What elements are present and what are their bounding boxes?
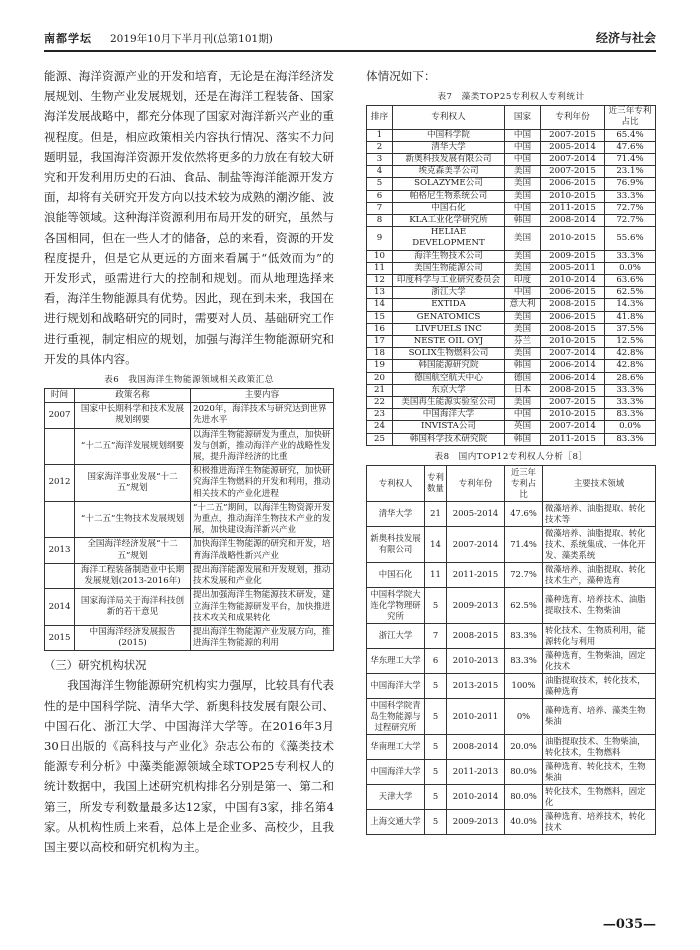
table-cell-pct: 63.6% bbox=[605, 275, 656, 287]
table-cell-years: 2011-2013 bbox=[447, 759, 505, 784]
table-cell-years: 2007-2014 bbox=[541, 154, 605, 166]
table-row bbox=[367, 421, 656, 433]
table-cell-pct: 20.0% bbox=[505, 734, 543, 759]
table-cell-owner: EXTIDA bbox=[393, 299, 505, 311]
table-cell-year: 2012 bbox=[45, 465, 75, 502]
table-cell-years: 2010-2014 bbox=[447, 784, 505, 809]
table-cell-years: 2008-2014 bbox=[541, 215, 605, 227]
table-cell-owner: 华南理工大学 bbox=[367, 734, 425, 759]
table-row bbox=[367, 587, 656, 623]
table-cell-country: 美国 bbox=[505, 397, 541, 409]
issue-info: 2019年10月下半月刊(总第101期) bbox=[110, 33, 273, 45]
table-cell-years: 2010-2015 bbox=[541, 190, 605, 202]
table-cell-field: 藻种选育，生物柴油，固定化技术 bbox=[543, 648, 656, 673]
table-row bbox=[45, 465, 334, 502]
table-cell-count: 5 bbox=[425, 587, 447, 623]
table-row bbox=[367, 215, 656, 227]
table8 bbox=[366, 465, 656, 835]
table-cell-pct: 55.6% bbox=[605, 227, 656, 250]
table-cell-country: 韩国 bbox=[505, 360, 541, 372]
table-cell-pct: 83.3% bbox=[605, 409, 656, 421]
table-header-cell: 专利数量 bbox=[425, 465, 447, 501]
table-cell-pct: 33.3% bbox=[605, 250, 656, 262]
table-cell-rank: 15 bbox=[367, 311, 393, 323]
table-row bbox=[367, 262, 656, 274]
table-row bbox=[45, 589, 334, 626]
table-cell-content: 提出海洋生物能源产业发展方向，推进海洋生物能源的利用 bbox=[191, 625, 334, 650]
table-cell-year bbox=[45, 501, 75, 538]
table-cell-name: “十二五”生物技术发展规划 bbox=[75, 501, 191, 538]
table-cell-pct: 14.3% bbox=[605, 299, 656, 311]
table-cell-country: 芬兰 bbox=[505, 336, 541, 348]
table-cell-name: 海洋工程装备制造业中长期发展规划(2013-2016年) bbox=[75, 563, 191, 588]
table-cell-field: 油脂提取技术、生物柴油，转化技术，生物燃料 bbox=[543, 734, 656, 759]
table-cell-rank: 3 bbox=[367, 154, 393, 166]
table-cell-country: 美国 bbox=[505, 262, 541, 274]
table-header-cell: 国家 bbox=[505, 106, 541, 129]
table-cell-years: 2008-2015 bbox=[447, 623, 505, 648]
table-row bbox=[367, 311, 656, 323]
table-cell-years: 2007-2015 bbox=[541, 129, 605, 141]
table-cell-country: 英国 bbox=[505, 421, 541, 433]
table7 bbox=[366, 105, 656, 446]
table-row bbox=[367, 501, 656, 526]
table-cell-owner: 美国再生能源实验室公司 bbox=[393, 397, 505, 409]
table6 bbox=[44, 388, 334, 651]
table-cell-years: 2010-2014 bbox=[541, 275, 605, 287]
table-cell-owner: SOLIX生物燃料公司 bbox=[393, 348, 505, 360]
table-cell-owner: 中国科学院大连化学物理研究所 bbox=[367, 587, 425, 623]
table-cell-rank: 13 bbox=[367, 287, 393, 299]
table-cell-field: 转化技术、生物质利用，能源转化与利用 bbox=[543, 623, 656, 648]
table-row bbox=[367, 759, 656, 784]
table-row bbox=[367, 784, 656, 809]
table-header-cell: 排序 bbox=[367, 106, 393, 129]
table-row bbox=[367, 348, 656, 360]
table-cell-country: 中国 bbox=[505, 129, 541, 141]
table-cell-years: 2010-2015 bbox=[541, 336, 605, 348]
table-cell-pct: 41.8% bbox=[605, 311, 656, 323]
table-row bbox=[367, 275, 656, 287]
table-cell-years: 2011-2015 bbox=[541, 433, 605, 445]
table-row bbox=[367, 166, 656, 178]
table-row bbox=[367, 409, 656, 421]
table-cell-field: 微藻培养、油脂提取、转化技术生产，藻种选育 bbox=[543, 562, 656, 587]
table-row bbox=[367, 323, 656, 335]
table-cell-rank: 24 bbox=[367, 421, 393, 433]
table-cell-pct: 62.5% bbox=[505, 587, 543, 623]
table-cell-pct: 83.3% bbox=[605, 433, 656, 445]
table-cell-owner: LIVFUELS INC bbox=[393, 323, 505, 335]
table-cell-rank: 22 bbox=[367, 397, 393, 409]
table-header-cell: 主要内容 bbox=[191, 389, 334, 403]
table-header-cell: 时间 bbox=[45, 389, 75, 403]
table-row bbox=[45, 625, 334, 650]
body-paragraph-2: 我国海洋生物能源研究机构实力强厚，比较具有代表性的是中国科学院、清华大学、新奥科技发展有限公司、中国石化、浙江大学、中国海洋大学等。在2016年3月30日出版的《高科技与产业化》杂志公布的《藻类技术能源专利分析》中藻类能源领域全球TOP25专利权人的统计数据中，我国上述研究机构排名分别是第一、第二和第三，所发专利数量最多达12家，中国有3家，排名第4家。从机构性质上来看，总体上是企业多、高校少，且我国主要以高校和研究机构为主。 bbox=[44, 678, 334, 854]
table-row bbox=[367, 734, 656, 759]
table-cell-pct: 80.0% bbox=[505, 759, 543, 784]
table-cell-count: 5 bbox=[425, 784, 447, 809]
table-cell-rank: 16 bbox=[367, 323, 393, 335]
table-row bbox=[45, 538, 334, 563]
table-cell-count: 5 bbox=[425, 673, 447, 698]
table-cell-years: 2010-2015 bbox=[541, 409, 605, 421]
table-row bbox=[367, 141, 656, 153]
table-cell-years: 2006-2015 bbox=[541, 311, 605, 323]
table-cell-owner: 中国科学院青岛生物能源与过程研究所 bbox=[367, 698, 425, 734]
table-cell-country: 美国 bbox=[505, 190, 541, 202]
table-header-cell: 政策名称 bbox=[75, 389, 191, 403]
table-row bbox=[45, 501, 334, 538]
table-cell-country: 德国 bbox=[505, 372, 541, 384]
table-cell-owner: 中国海洋大学 bbox=[367, 759, 425, 784]
table-header-cell: 近三年专利占比 bbox=[605, 106, 656, 129]
table-cell-pct: 0.0% bbox=[605, 421, 656, 433]
table-cell-year: 2007 bbox=[45, 403, 75, 428]
table-cell-rank: 4 bbox=[367, 166, 393, 178]
table-cell-country: 中国 bbox=[505, 154, 541, 166]
table-row bbox=[45, 563, 334, 588]
table-cell-years: 2008-2015 bbox=[541, 323, 605, 335]
table-cell-years: 2005-2014 bbox=[541, 141, 605, 153]
table-cell-years: 2010-2015 bbox=[541, 227, 605, 250]
table-cell-pct: 71.4% bbox=[505, 526, 543, 562]
table6-header-row bbox=[45, 389, 334, 403]
table-row bbox=[367, 397, 656, 409]
table-cell-pct: 12.5% bbox=[605, 336, 656, 348]
table-cell-rank: 5 bbox=[367, 178, 393, 190]
table-cell-country: 美国 bbox=[505, 311, 541, 323]
table-row bbox=[367, 372, 656, 384]
table-cell-year: 2013 bbox=[45, 538, 75, 563]
table-row bbox=[367, 809, 656, 834]
table-cell-count: 21 bbox=[425, 501, 447, 526]
left-column bbox=[44, 66, 334, 857]
table-cell-years: 2008-2014 bbox=[447, 734, 505, 759]
table-cell-pct: 40.0% bbox=[505, 809, 543, 834]
table-cell-rank: 7 bbox=[367, 202, 393, 214]
table-cell-owner: 华东理工大学 bbox=[367, 648, 425, 673]
table-cell-owner: GENATOMICS bbox=[393, 311, 505, 323]
table-cell-name: 国家中长期科学和技术发展规划纲要 bbox=[75, 403, 191, 428]
table-cell-owner: 中国石化 bbox=[393, 202, 505, 214]
table-cell-rank: 10 bbox=[367, 250, 393, 262]
table-row bbox=[367, 433, 656, 445]
table-cell-content: 2020年，海洋技术与研究达到世界先进水平 bbox=[191, 403, 334, 428]
table-cell-pct: 71.4% bbox=[605, 154, 656, 166]
table-cell-owner: NESTE OIL OYJ bbox=[393, 336, 505, 348]
header-rule bbox=[44, 50, 656, 52]
table-cell-pct: 100% bbox=[505, 673, 543, 698]
table-cell-rank: 23 bbox=[367, 409, 393, 421]
table-cell-year bbox=[45, 428, 75, 465]
table-cell-owner: 韩国科学技术研究院 bbox=[393, 433, 505, 445]
table-row bbox=[367, 178, 656, 190]
table-cell-field: 藻种选育、培养技术，转化技术 bbox=[543, 809, 656, 834]
table-cell-name: “十二五”海洋发展规划纲要 bbox=[75, 428, 191, 465]
table-cell-years: 2009-2015 bbox=[541, 250, 605, 262]
table-cell-country: 中国 bbox=[505, 409, 541, 421]
running-header bbox=[44, 26, 656, 48]
table-cell-name: 全国海洋经济发展“十二五”规划 bbox=[75, 538, 191, 563]
table-cell-rank: 11 bbox=[367, 262, 393, 274]
table-cell-owner: 美国生物能源公司 bbox=[393, 262, 505, 274]
table-header-cell: 近三年专利占比 bbox=[505, 465, 543, 501]
table-cell-country: 韩国 bbox=[505, 215, 541, 227]
table-row bbox=[367, 384, 656, 396]
table-cell-pct: 0.0% bbox=[605, 262, 656, 274]
table-cell-owner: KLA工业化学研究所 bbox=[393, 215, 505, 227]
table-cell-owner: 帕格尼生物系统公司 bbox=[393, 190, 505, 202]
table-cell-pct: 42.8% bbox=[605, 360, 656, 372]
table6-caption: 表6 我国海洋生物能源领域相关政策汇总 bbox=[104, 375, 274, 386]
table-cell-rank: 8 bbox=[367, 215, 393, 227]
table-cell-years: 2013-2015 bbox=[447, 673, 505, 698]
table-cell-content: 加快海洋生物能源的研究和开发，培育海洋战略性新兴产业 bbox=[191, 538, 334, 563]
page-number: —035— bbox=[602, 917, 656, 932]
table-cell-owner: 天津大学 bbox=[367, 784, 425, 809]
table-cell-years: 2005-2011 bbox=[541, 262, 605, 274]
table-row bbox=[367, 287, 656, 299]
table-cell-pct: 83.3% bbox=[505, 623, 543, 648]
table-header-cell: 主要技术领域 bbox=[543, 465, 656, 501]
table-cell-rank: 2 bbox=[367, 141, 393, 153]
table-cell-pct: 65.4% bbox=[605, 129, 656, 141]
table-cell-country: 印度 bbox=[505, 275, 541, 287]
table-cell-count: 5 bbox=[425, 809, 447, 834]
table-cell-years: 2005-2014 bbox=[447, 501, 505, 526]
table-cell-country: 中国 bbox=[505, 141, 541, 153]
table-cell-owner: 德国航空航天中心 bbox=[393, 372, 505, 384]
table-cell-years: 2011-2015 bbox=[541, 202, 605, 214]
table-cell-field: 藻种选育、转化技术，生物柴油 bbox=[543, 759, 656, 784]
right-intro: 体情况如下： bbox=[366, 69, 436, 83]
section-subheading: （三）研究机构状况 bbox=[44, 658, 147, 673]
table-cell-owner: 新奥科技发展有限公司 bbox=[393, 154, 505, 166]
table-cell-years: 2009-2013 bbox=[447, 587, 505, 623]
table-cell-pct: 80.0% bbox=[505, 784, 543, 809]
table-cell-field: 藻种选育、培养技术、油脂提取技术、生物柴油 bbox=[543, 587, 656, 623]
table-cell-years: 2006-2014 bbox=[541, 372, 605, 384]
table-cell-field: 微藻培养、油脂提取、转化技术、系统集成、一体化开发、藻类系统 bbox=[543, 526, 656, 562]
table-row bbox=[45, 428, 334, 465]
table-cell-pct: 42.8% bbox=[605, 348, 656, 360]
table-row bbox=[367, 648, 656, 673]
table-cell-name: 中国海洋经济发展报告(2015) bbox=[75, 625, 191, 650]
body-paragraph-1: 能源、海洋资源产业的开发和培育，无论是在海洋经济发展规划、生物产业发展规划，还是在海洋工程装备、国家海洋发展战略中，都充分体现了国家对海洋新兴产业的重视程度。但是，相应政策相关内容执行情况、落实不力问题明显，我国海洋资源开发依然将更多的力放在有较大研究和开发利用历史的石油、食品、制盐等海洋能源开发方面，却将有关研究开发方向以技术较为成熟的潮汐能、波浪能等领域。这种海洋资源利用布局开发的研究，虽然与各国相同，但在一些人才的储备，总的来看，资源的开发程度提升，但是它从更远的方面来看属于“低效而为”的开发形式，亟需进行大的控制和规划。而从地理选择来看，海洋生物能源具有优势。因此，现在到未来，我国在进行规划和战略研究的同时，需要对人员、基础研究工作进行重视，制定相应的规划，加强与海洋生物能源研究和开发的具体内容。 bbox=[44, 69, 334, 366]
table-cell-pct: 72.7% bbox=[605, 202, 656, 214]
table-cell-country: 美国 bbox=[505, 166, 541, 178]
table-cell-owner: 清华大学 bbox=[367, 501, 425, 526]
table-cell-rank: 18 bbox=[367, 348, 393, 360]
table-row bbox=[367, 336, 656, 348]
table-cell-pct: 33.3% bbox=[605, 384, 656, 396]
table-cell-count: 5 bbox=[425, 734, 447, 759]
table-row bbox=[367, 299, 656, 311]
table-row bbox=[367, 190, 656, 202]
table-cell-rank: 17 bbox=[367, 336, 393, 348]
table-cell-rank: 9 bbox=[367, 227, 393, 250]
table-cell-country: 美国 bbox=[505, 323, 541, 335]
section-title: 经济与社会 bbox=[595, 31, 656, 45]
table-cell-years: 2011-2015 bbox=[447, 562, 505, 587]
table-cell-owner: HELIAE DEVELOPMENT bbox=[393, 227, 505, 250]
table-cell-pct: 37.5% bbox=[605, 323, 656, 335]
table-cell-year: 2015 bbox=[45, 625, 75, 650]
table-cell-count: 11 bbox=[425, 562, 447, 587]
table-row bbox=[367, 227, 656, 250]
table7-caption: 表7 藻类TOP25专利权人专利统计 bbox=[437, 92, 585, 103]
table7-header-row bbox=[367, 106, 656, 129]
table-cell-pct: 72.7% bbox=[505, 562, 543, 587]
table-cell-years: 2007-2014 bbox=[541, 348, 605, 360]
table-cell-owner: 浙江大学 bbox=[367, 623, 425, 648]
table-cell-owner: 东京大学 bbox=[393, 384, 505, 396]
table-cell-rank: 6 bbox=[367, 190, 393, 202]
table-cell-field: 藻种选育、培养、藻类生物柴油 bbox=[543, 698, 656, 734]
table-cell-country: 美国 bbox=[505, 348, 541, 360]
table-cell-country: 韩国 bbox=[505, 433, 541, 445]
table-cell-country: 美国 bbox=[505, 227, 541, 250]
table-cell-rank: 12 bbox=[367, 275, 393, 287]
table-cell-rank: 21 bbox=[367, 384, 393, 396]
table-cell-years: 2006-2014 bbox=[541, 360, 605, 372]
table-cell-owner: 海洋生物技术公司 bbox=[393, 250, 505, 262]
table-cell-country: 美国 bbox=[505, 250, 541, 262]
table-cell-content: 以海洋生物能源研发为重点，加快研发与创新，推动海洋产业的战略性发展，提升海洋经济的比重 bbox=[191, 428, 334, 465]
table-cell-owner: 清华大学 bbox=[393, 141, 505, 153]
table-cell-owner: 印度科学与工业研究委员会 bbox=[393, 275, 505, 287]
table-cell-country: 中国 bbox=[505, 202, 541, 214]
table-row bbox=[367, 526, 656, 562]
table-cell-content: “十二五”期间，以海洋生物资源开发为重点，推动海洋生物技术产业的发展，加快建设海洋新兴产业 bbox=[191, 501, 334, 538]
table-cell-owner: 新奥科技发展有限公司 bbox=[367, 526, 425, 562]
right-column bbox=[366, 66, 656, 835]
table-cell-pct: 76.9% bbox=[605, 178, 656, 190]
table-cell-years: 2007-2014 bbox=[541, 421, 605, 433]
table-cell-count: 7 bbox=[425, 623, 447, 648]
table-cell-count: 5 bbox=[425, 759, 447, 784]
table-cell-owner: 中国海洋大学 bbox=[367, 673, 425, 698]
table-cell-owner: 中国科学院 bbox=[393, 129, 505, 141]
table-cell-years: 2010-2013 bbox=[447, 648, 505, 673]
table-cell-count: 6 bbox=[425, 648, 447, 673]
table-cell-owner: 中国石化 bbox=[367, 562, 425, 587]
table-cell-country: 意大利 bbox=[505, 299, 541, 311]
table-header-cell: 专利权人 bbox=[367, 465, 425, 501]
table-cell-year bbox=[45, 563, 75, 588]
table-cell-count: 14 bbox=[425, 526, 447, 562]
table-cell-name: 国家海洋事业发展“十二五”规划 bbox=[75, 465, 191, 502]
table-row bbox=[367, 154, 656, 166]
table-cell-years: 2007-2015 bbox=[541, 397, 605, 409]
table-cell-owner: 埃克森美孚公司 bbox=[393, 166, 505, 178]
table-cell-content: 提出海洋能源发展和开发规划，推动技术发展和产业化 bbox=[191, 563, 334, 588]
table-cell-field: 微藻培养、油脂提取、转化技术等 bbox=[543, 501, 656, 526]
table-cell-owner: 上海交通大学 bbox=[367, 809, 425, 834]
table-cell-years: 2007-2014 bbox=[447, 526, 505, 562]
table-cell-owner: SOLAZYME公司 bbox=[393, 178, 505, 190]
table-cell-pct: 47.6% bbox=[605, 141, 656, 153]
table-cell-owner: 中国海洋大学 bbox=[393, 409, 505, 421]
table-cell-count: 5 bbox=[425, 698, 447, 734]
table-cell-years: 2006-2015 bbox=[541, 178, 605, 190]
table-cell-years: 2006-2015 bbox=[541, 287, 605, 299]
table-header-cell: 专利年份 bbox=[447, 465, 505, 501]
table-cell-pct: 33.3% bbox=[605, 397, 656, 409]
table-cell-country: 美国 bbox=[505, 178, 541, 190]
table-cell-years: 2008-2015 bbox=[541, 299, 605, 311]
table-cell-rank: 19 bbox=[367, 360, 393, 372]
table-header-cell: 专利权人 bbox=[393, 106, 505, 129]
table-cell-country: 中国 bbox=[505, 287, 541, 299]
table-cell-content: 积极推进海洋生物能源研究，加快研究海洋生物燃料的开发和利用，推动相关技术的产业化进程 bbox=[191, 465, 334, 502]
table-row bbox=[367, 562, 656, 587]
table-cell-pct: 47.6% bbox=[505, 501, 543, 526]
table-cell-rank: 1 bbox=[367, 129, 393, 141]
table-cell-country: 日本 bbox=[505, 384, 541, 396]
table-cell-year: 2014 bbox=[45, 589, 75, 626]
table-row bbox=[45, 403, 334, 428]
table-row bbox=[367, 673, 656, 698]
table-row bbox=[367, 360, 656, 372]
table-cell-owner: INVISTA公司 bbox=[393, 421, 505, 433]
table-cell-field: 转化技术，生物燃料，固定化 bbox=[543, 784, 656, 809]
table-header-cell: 专利年份 bbox=[541, 106, 605, 129]
table-row bbox=[367, 250, 656, 262]
table-cell-rank: 14 bbox=[367, 299, 393, 311]
table-row bbox=[367, 623, 656, 648]
table-cell-owner: 韩国能源研究院 bbox=[393, 360, 505, 372]
table-cell-rank: 20 bbox=[367, 372, 393, 384]
table-row bbox=[367, 202, 656, 214]
table-row bbox=[367, 698, 656, 734]
table-cell-owner: 浙江大学 bbox=[393, 287, 505, 299]
table-cell-pct: 23.1% bbox=[605, 166, 656, 178]
table-cell-field: 油脂提取技术，转化技术，藻种选育 bbox=[543, 673, 656, 698]
journal-name: 南都学坛 bbox=[44, 32, 92, 45]
table-cell-years: 2010-2011 bbox=[447, 698, 505, 734]
table-cell-years: 2008-2015 bbox=[541, 384, 605, 396]
table-cell-pct: 0% bbox=[505, 698, 543, 734]
table-cell-years: 2007-2015 bbox=[541, 166, 605, 178]
table-cell-pct: 83.3% bbox=[505, 648, 543, 673]
table-cell-pct: 28.6% bbox=[605, 372, 656, 384]
table-cell-pct: 33.3% bbox=[605, 190, 656, 202]
table-cell-pct: 72.7% bbox=[605, 215, 656, 227]
table-cell-rank: 25 bbox=[367, 433, 393, 445]
table-cell-years: 2009-2013 bbox=[447, 809, 505, 834]
table-cell-content: 提出加强海洋生物能源技术研发，建立海洋生物能源研发平台，加快推进技术攻关和成果转化 bbox=[191, 589, 334, 626]
table-cell-name: 国家海洋局关于海洋科技创新的若干意见 bbox=[75, 589, 191, 626]
table8-caption: 表8 国内TOP12专利权人分析［8］ bbox=[434, 451, 588, 462]
table-row bbox=[367, 129, 656, 141]
table8-header-row bbox=[367, 465, 656, 501]
table-cell-pct: 62.5% bbox=[605, 287, 656, 299]
